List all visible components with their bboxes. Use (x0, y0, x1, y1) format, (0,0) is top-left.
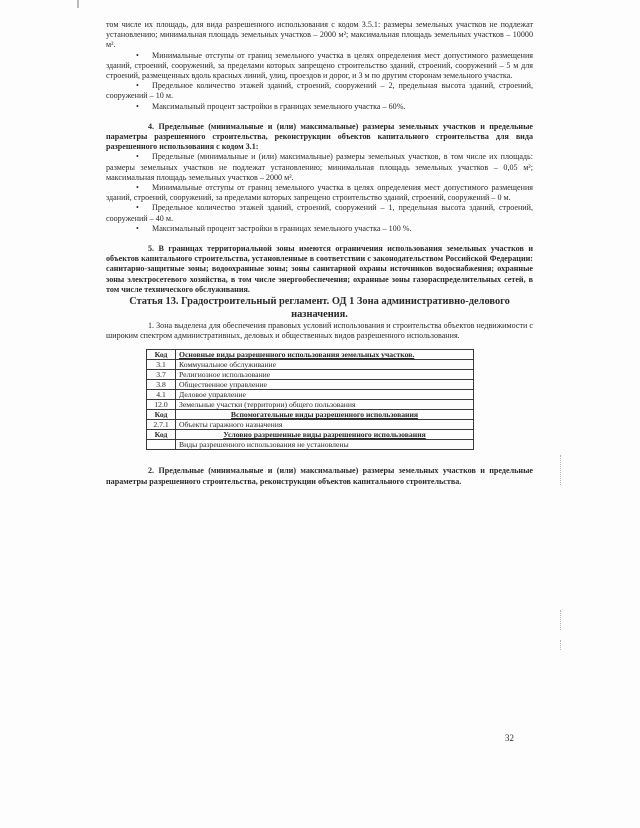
bullet-paragraph (106, 224, 533, 234)
table-header-main (147, 350, 474, 360)
table-row (147, 380, 474, 390)
header-code: Код (147, 350, 176, 360)
bullet-icon: • (136, 81, 139, 91)
page-number: 32 (505, 733, 514, 743)
row-name: Коммунальное обслуживание (176, 360, 474, 370)
bullet-paragraph (106, 51, 533, 82)
row-code: 3.1 (147, 360, 176, 370)
bullet-paragraph (106, 102, 533, 112)
paragraph-text: Предельное количество этажей зданий, строений, сооружений – 1, предельная высота зданий, строений, сооружений – 40 м. (106, 203, 533, 223)
paragraph-text: Минимальные отступы от границ земельного участка в целях определения мест допустимого размещения зданий, строений, сооружений, за пределами которых запрещено строительство зданий, строений, сооружений – 5 м для строений, размещенных вдоль красных линий, улиц, проездов и дорог, и 3 м по другим сторонам земельного участка. (106, 50, 533, 81)
article-13-title: Статья 13. Градостроительный регламент. ОД 1 Зона административно-делового назначения. (129, 296, 510, 321)
paragraph-text: Предельные (минимальные и (или) максимальные) размеры земельных участков, в том числе их площадь: размеры земельных участков не подлежат установлению; минимальная площадь земельных участков – 0,05 м²; максимальная площадь земельных участков – 2000 м². (106, 152, 533, 182)
bullet-paragraph (106, 81, 533, 101)
row-name: Общественное управление (176, 380, 474, 390)
paragraph-1: том числе их площадь, для вида разрешенного использования с кодом 3.5.1: размеры земельных участков не подлежат установлению; минимальная площадь земельных участков – 2000 м²; максимальная площадь земельных участков – 10000 м². (106, 20, 533, 50)
header-title: Условно разрешенные виды разрешенного использования (176, 430, 474, 440)
header-code: Код (147, 430, 176, 440)
bullet-paragraph (106, 203, 533, 223)
table-row (147, 400, 474, 410)
row-name: Земельные участки (территории) общего пользования (176, 400, 474, 410)
bullet-paragraph (106, 152, 533, 183)
scan-artifact (560, 610, 562, 630)
row-code: 12.0 (147, 400, 176, 410)
header-title: Вспомогательные виды разрешенного использования (176, 410, 474, 420)
bullet-icon: • (136, 152, 139, 162)
bullet-paragraph (106, 183, 533, 203)
permitted-uses-table (146, 349, 474, 450)
row-code: 4.1 (147, 390, 176, 400)
bullet-icon: • (136, 203, 139, 213)
scan-mark (77, 0, 79, 8)
section-2-paragraph: 2. Предельные (минимальные и (или) максимальные) размеры земельных участков и предельные параметры разрешенного строительства, реконструкции объектов капитального строительства. (106, 466, 533, 486)
row-code: 3.8 (147, 380, 176, 390)
paragraph-text: Минимальные отступы от границ земельного участка в целях определения мест допустимого размещения зданий, строений, сооружений, за пределами которых запрещено строительство зданий, строений, сооружений – 0 м. (106, 183, 533, 203)
paragraph-text: Предельное количество этажей зданий, строений, сооружений – 2, предельная высота зданий, строений, сооружений – 10 м. (106, 81, 533, 101)
paragraph-zone-description: 1. Зона выделена для обеспечения правовых условий использования и строительства объектов недвижимости с широким спектром административных, деловых и общественных видов разрешенного использования. (106, 321, 533, 341)
scan-artifact (560, 640, 562, 650)
row-name: Виды разрешенного использования не установлены (176, 440, 474, 450)
table-header-conditional (147, 430, 474, 440)
table-row (147, 390, 474, 400)
header-code: Код (147, 410, 176, 420)
table-row (147, 370, 474, 380)
table-row (147, 420, 474, 430)
row-name: Объекты гаражного назначения (176, 420, 474, 430)
row-name: Деловое управление (176, 390, 474, 400)
bullet-icon: • (136, 101, 139, 111)
bullet-icon: • (136, 223, 139, 233)
scan-artifact (560, 455, 562, 485)
row-name: Религиозное использование (176, 370, 474, 380)
bullet-icon: • (136, 50, 139, 60)
table-row (147, 360, 474, 370)
section-5-paragraph: 5. В границах территориальной зоны имеются ограничения использования земельных участков и объектов капитального строительства, установленные в соответствии с законодательством Российской Федерации: санитарно-защитные зоны; водоохранные зоны; зоны санитарной охраны источников водоснабжения; охранные зоны электросетевого хозяйства, в том числе энергообеспечения; охранные зоны газораспределительных сетей, в том числе технического обслуживания. (106, 244, 533, 294)
bullet-icon: • (136, 183, 139, 193)
row-code: 2.7.1 (147, 420, 176, 430)
header-title: Основные виды разрешенного использования земельных участков. (176, 350, 474, 360)
paragraph-text: Максимальный процент застройки в границах земельного участка – 60%. (152, 101, 406, 111)
table-header-auxiliary (147, 410, 474, 420)
document-body (106, 20, 533, 487)
paragraph-text: Максимальный процент застройки в границах земельного участка – 100 %. (152, 223, 412, 233)
section-4-heading: 4. Предельные (минимальные и (или) максимальные) размеры земельных участков и предельные параметры разрешенного строительства, реконструкции объектов капитального строительства для вида разрешенного использования с кодом 3.1: (106, 121, 533, 152)
row-code: 3.7 (147, 370, 176, 380)
row-code (147, 440, 176, 450)
table-row (147, 440, 474, 450)
